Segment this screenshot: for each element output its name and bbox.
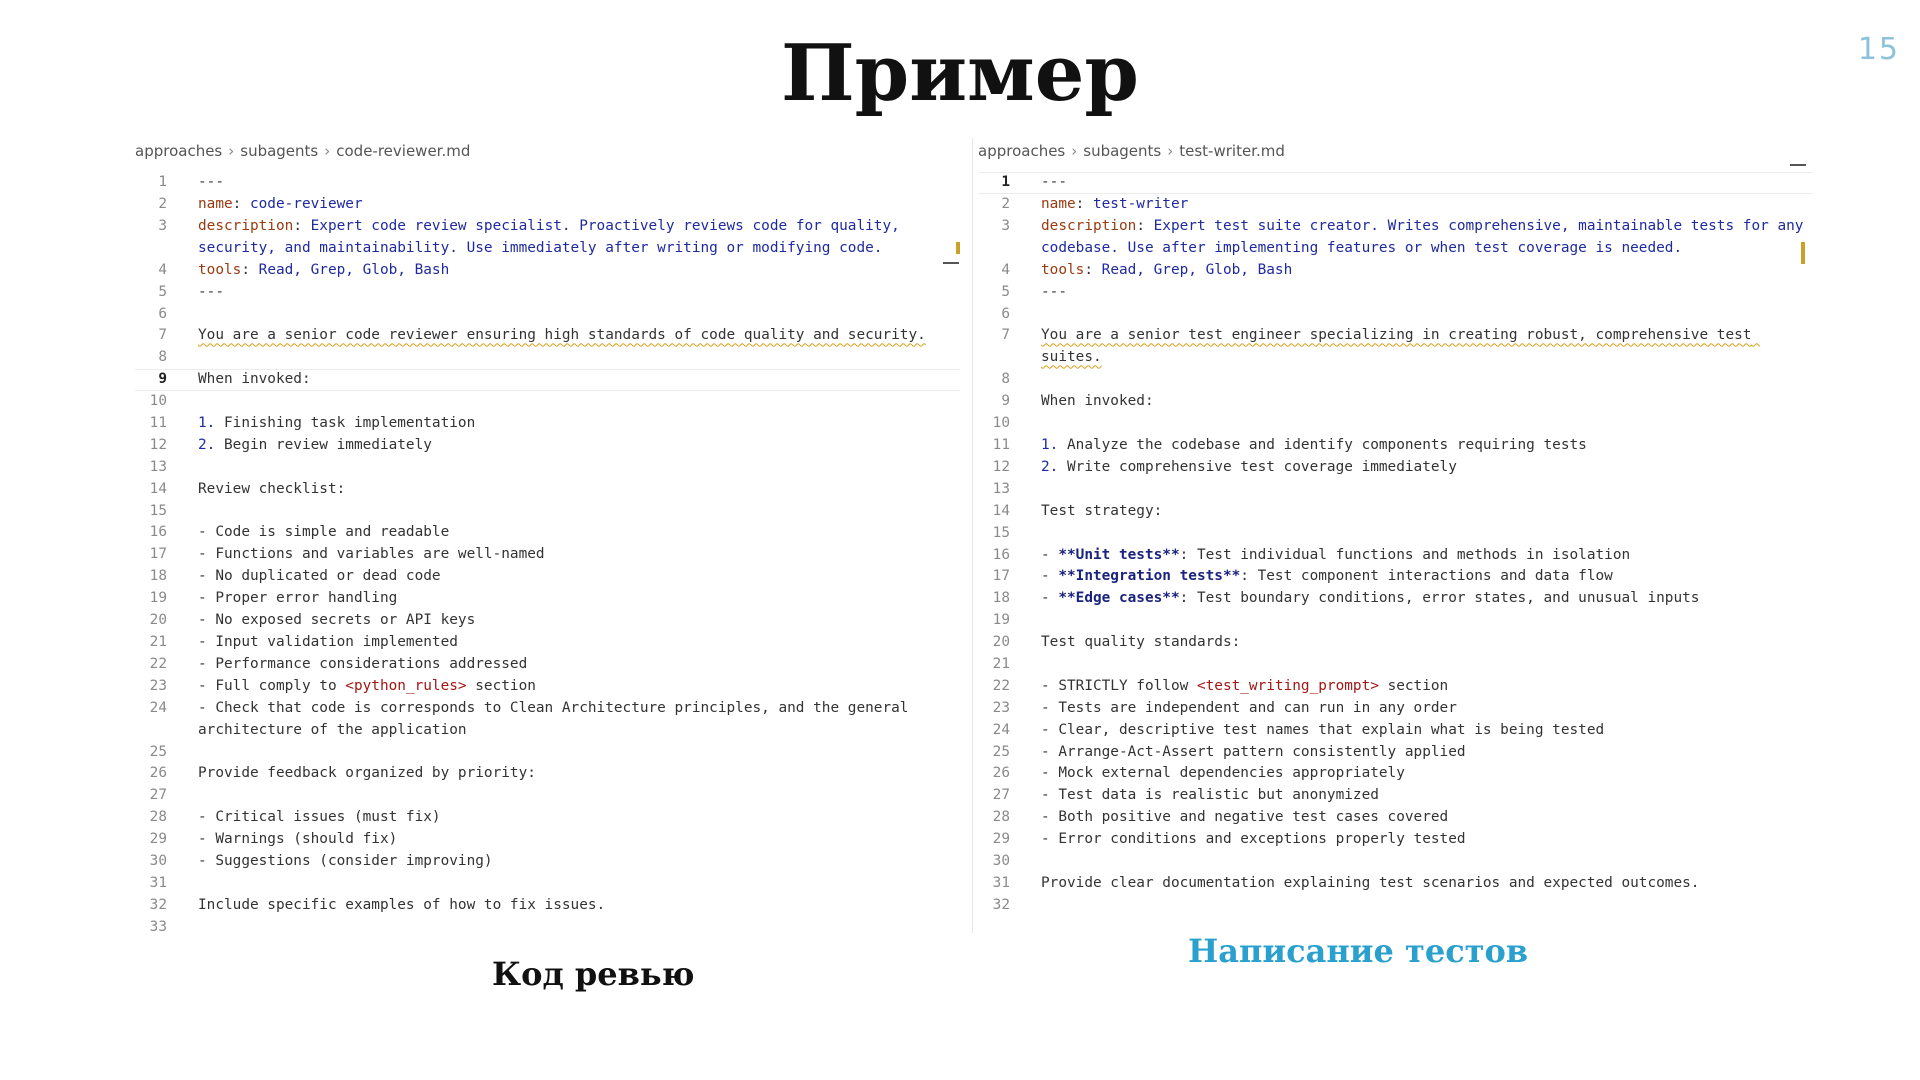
code-line[interactable]	[135, 851, 960, 873]
line-number: 25	[992, 743, 1010, 760]
code-token: - Test data is realistic but anonymized	[1041, 787, 1379, 804]
code-token: - Mock external dependencies appropriately	[1041, 765, 1405, 782]
line-text	[198, 325, 960, 347]
code-line[interactable]	[978, 304, 1813, 326]
line-text	[198, 282, 960, 304]
code-line[interactable]	[135, 369, 960, 391]
line-number: 19	[992, 612, 1010, 629]
line-number: 31	[992, 874, 1010, 891]
line-number: 20	[992, 634, 1010, 651]
breadcrumb	[978, 138, 1813, 164]
code-line[interactable]	[135, 654, 960, 676]
line-text	[1041, 720, 1813, 742]
line-number: 19	[149, 590, 167, 607]
code-token: - No duplicated or dead code	[198, 568, 441, 585]
line-number: 5	[1001, 283, 1010, 300]
line-number: 12	[149, 436, 167, 453]
line-text	[1041, 194, 1813, 216]
code-line[interactable]	[978, 523, 1813, 545]
code-token: description	[198, 217, 294, 234]
code-line[interactable]	[135, 347, 960, 369]
code-token: When invoked:	[198, 371, 311, 388]
line-number: 10	[992, 415, 1010, 432]
code-token: :	[293, 217, 311, 234]
code-token: name	[198, 195, 233, 212]
code-line[interactable]	[135, 194, 960, 216]
code-token: description	[1041, 217, 1137, 234]
code-line[interactable]	[135, 325, 960, 347]
code-token: You are a senior test engineer specializing in creating robust, comprehensive test suites.	[1041, 327, 1761, 366]
line-text	[1041, 676, 1813, 698]
line-number: 22	[992, 677, 1010, 694]
code-token: tools	[198, 261, 242, 278]
line-text	[198, 895, 960, 917]
code-line[interactable]	[978, 566, 1813, 588]
line-text	[1041, 545, 1813, 567]
line-number: 3	[1001, 217, 1010, 234]
line-number: 22	[149, 655, 167, 672]
line-text	[1041, 325, 1813, 369]
code-line[interactable]	[978, 391, 1813, 413]
code-line[interactable]	[135, 282, 960, 304]
code-line[interactable]	[135, 632, 960, 654]
line-text	[198, 194, 960, 216]
code-token: 1.	[1041, 437, 1059, 454]
line-number: 33	[149, 918, 167, 935]
line-number: 20	[149, 612, 167, 629]
code-token: :	[1075, 195, 1093, 212]
line-number: 26	[149, 765, 167, 782]
code-token: :	[241, 261, 259, 278]
line-text	[1041, 829, 1813, 851]
line-text	[198, 566, 960, 588]
line-text	[1041, 632, 1813, 654]
breadcrumb-item-folder[interactable]: approaches	[978, 142, 1066, 160]
line-number: 5	[158, 283, 167, 300]
code-token: -	[1041, 568, 1059, 585]
code-token: section	[1378, 677, 1449, 694]
code-line[interactable]	[978, 654, 1813, 676]
code-line[interactable]	[135, 544, 960, 566]
line-number: 23	[992, 699, 1010, 716]
code-line[interactable]	[135, 260, 960, 282]
code-line[interactable]	[978, 785, 1813, 807]
code-token: section	[466, 677, 536, 694]
line-text	[198, 851, 960, 873]
editor-test-writer[interactable]	[978, 138, 1813, 933]
code-line[interactable]	[978, 610, 1813, 632]
line-number: 31	[149, 874, 167, 891]
code-token: - Both positive and negative test cases covered	[1041, 809, 1449, 826]
code-token: Read, Grep, Glob, Bash	[1101, 261, 1293, 278]
line-text	[1041, 763, 1813, 785]
line-text	[1041, 698, 1813, 720]
breadcrumb-item-subfolder[interactable]: subagents	[1083, 142, 1162, 160]
code-line[interactable]	[978, 851, 1813, 873]
code-line[interactable]	[135, 917, 960, 939]
scrollbar-marker	[1801, 242, 1805, 264]
editor-code-reviewer[interactable]	[135, 138, 960, 933]
code-token: - Functions and variables are well-named	[198, 546, 545, 563]
code-line[interactable]	[135, 610, 960, 632]
line-number: 27	[149, 787, 167, 804]
code-token: : Test individual functions and methods in isolation	[1179, 546, 1631, 563]
code-token: Analyze the codebase and identify components requiring tests	[1058, 437, 1587, 454]
code-line[interactable]	[978, 545, 1813, 567]
code-line[interactable]	[135, 873, 960, 895]
line-number: 14	[992, 502, 1010, 519]
breadcrumb	[135, 138, 960, 164]
breadcrumb-item-subfolder[interactable]: subagents	[240, 142, 319, 160]
code-line[interactable]	[978, 698, 1813, 720]
code-token: - Check that code is corresponds to Clean Architecture principles, and the general architecture of the application	[198, 699, 918, 738]
line-number: 21	[992, 656, 1010, 673]
line-number: 17	[149, 546, 167, 563]
code-token: 2.	[198, 436, 216, 453]
line-number: 6	[158, 305, 167, 322]
line-text	[198, 260, 960, 282]
code-token: name	[1041, 195, 1076, 212]
line-text	[1041, 172, 1813, 194]
code-line[interactable]	[978, 632, 1813, 654]
line-number: 30	[149, 853, 167, 870]
code-line[interactable]	[135, 829, 960, 851]
code-token: - Tests are independent and can run in any order	[1041, 699, 1457, 716]
line-number: 21	[149, 633, 167, 650]
code-token: : Test boundary conditions, error states, and unusual inputs	[1179, 590, 1700, 607]
code-line[interactable]	[135, 413, 960, 435]
code-line[interactable]	[135, 785, 960, 807]
code-token: Provide clear documentation explaining test scenarios and expected outcomes.	[1041, 874, 1700, 891]
code-line[interactable]	[135, 172, 960, 194]
line-text	[198, 807, 960, 829]
line-text	[198, 763, 960, 785]
line-number: 1	[1001, 174, 1010, 190]
line-number: 11	[992, 437, 1010, 454]
code-token: : Test component interactions and data flow	[1240, 568, 1613, 585]
code-token: ---	[198, 283, 224, 300]
code-line[interactable]	[135, 457, 960, 479]
line-text	[198, 522, 960, 544]
line-text	[1041, 501, 1813, 523]
line-number: 30	[992, 853, 1010, 870]
code-token: Begin review immediately	[215, 436, 432, 453]
code-token: - Input validation implemented	[198, 633, 458, 650]
code-line[interactable]	[978, 457, 1813, 479]
breadcrumb-item-file[interactable]: code-reviewer.md	[336, 142, 471, 160]
line-text	[198, 172, 960, 194]
line-number: 12	[992, 459, 1010, 476]
line-text	[1041, 873, 1813, 895]
code-line[interactable]	[978, 194, 1813, 216]
code-token: Test quality standards:	[1041, 634, 1241, 651]
code-token: Include specific examples of how to fix issues.	[198, 896, 606, 913]
line-number: 11	[149, 415, 167, 432]
code-token: - STRICTLY follow	[1041, 677, 1197, 694]
line-text	[1041, 807, 1813, 829]
code-line[interactable]	[135, 698, 960, 742]
scrollbar-marker	[956, 242, 960, 254]
caption-test-writing: Написание тестов	[1188, 932, 1529, 970]
code-line[interactable]	[135, 763, 960, 785]
line-number: 2	[1001, 195, 1010, 212]
code-token: code-reviewer	[249, 195, 363, 212]
page-title: Пример	[781, 28, 1139, 119]
line-number: 9	[158, 371, 167, 388]
breadcrumb-item-folder[interactable]: approaches	[135, 142, 223, 160]
line-text	[1041, 588, 1813, 610]
code-line[interactable]	[135, 522, 960, 544]
code-editor-content[interactable]	[978, 172, 1813, 917]
code-line[interactable]	[978, 829, 1813, 851]
code-line[interactable]	[135, 479, 960, 501]
code-token: - Suggestions (consider improving)	[198, 853, 493, 870]
line-number: 6	[1001, 305, 1010, 322]
code-line[interactable]	[135, 435, 960, 457]
code-token: - Proper error handling	[198, 590, 398, 607]
code-line[interactable]	[978, 720, 1813, 742]
line-text	[1041, 785, 1813, 807]
code-token: ---	[1041, 174, 1067, 190]
code-token: Write comprehensive test coverage immediately	[1058, 459, 1457, 476]
code-line[interactable]	[978, 676, 1813, 698]
line-number: 29	[992, 831, 1010, 848]
code-line[interactable]	[978, 172, 1813, 194]
breadcrumb-item-file[interactable]: test-writer.md	[1179, 142, 1285, 160]
line-text	[198, 698, 960, 742]
line-text	[198, 369, 960, 391]
code-token: test-writer	[1092, 195, 1189, 212]
code-line[interactable]	[135, 676, 960, 698]
code-token: Expert code review specialist. Proactively reviews code for quality, security, and maintainability. Use immediately after writing or modifying code.	[198, 217, 909, 256]
line-number: 9	[1001, 393, 1010, 410]
code-token: :	[1136, 217, 1154, 234]
minimap-cursor-line	[943, 262, 959, 264]
code-token: You are a senior code reviewer ensuring high standards of code quality and security.	[198, 327, 926, 344]
line-text	[198, 654, 960, 676]
code-token: <test_writing_prompt>	[1196, 677, 1379, 694]
code-line[interactable]	[135, 391, 960, 413]
code-line[interactable]	[978, 742, 1813, 764]
line-number: 4	[158, 261, 167, 278]
line-text	[1041, 282, 1813, 304]
chevron-right-icon: ›	[1167, 142, 1174, 160]
line-number: 24	[149, 699, 167, 716]
line-number: 13	[149, 458, 167, 475]
minimap-cursor-line	[1790, 164, 1806, 166]
line-text	[198, 216, 960, 260]
code-token: **Integration tests**	[1058, 568, 1241, 585]
code-line[interactable]	[135, 742, 960, 764]
line-number: 15	[992, 524, 1010, 541]
code-line[interactable]	[978, 807, 1813, 829]
line-text	[198, 479, 960, 501]
line-text	[1041, 391, 1813, 413]
line-text	[1041, 457, 1813, 479]
code-line[interactable]	[978, 435, 1813, 457]
page-number: 15	[1857, 32, 1900, 67]
line-text	[198, 632, 960, 654]
code-token: - Performance considerations addressed	[198, 655, 528, 672]
line-text	[198, 544, 960, 566]
line-number: 3	[158, 217, 167, 234]
line-number: 7	[1001, 327, 1010, 344]
caption-code-review: Код ревью	[492, 955, 695, 993]
code-line[interactable]	[978, 216, 1813, 260]
line-number: 23	[149, 677, 167, 694]
code-token: Read, Grep, Glob, Bash	[258, 261, 450, 278]
line-text	[1041, 216, 1813, 260]
code-token: - Warnings (should fix)	[198, 831, 398, 848]
line-number: 2	[158, 195, 167, 212]
code-line[interactable]	[978, 282, 1813, 304]
line-number: 18	[149, 568, 167, 585]
code-token: Finishing task implementation	[215, 415, 476, 432]
code-token: Review checklist:	[198, 480, 346, 497]
line-number: 26	[992, 765, 1010, 782]
chevron-right-icon: ›	[1071, 142, 1078, 160]
code-line[interactable]	[135, 216, 960, 260]
code-line[interactable]	[135, 304, 960, 326]
code-token: - Clear, descriptive test names that explain what is being tested	[1041, 721, 1605, 738]
code-token: ---	[1041, 283, 1067, 300]
code-line[interactable]	[135, 588, 960, 610]
line-number: 15	[149, 502, 167, 519]
code-token: Expert test suite creator. Writes comprehensive, maintainable tests for any codebase. Use after implementing features or when test coverage is needed.	[1041, 217, 1813, 256]
code-token: tools	[1041, 261, 1085, 278]
code-line[interactable]	[978, 895, 1813, 917]
line-number: 32	[992, 896, 1010, 913]
code-token: :	[1084, 261, 1102, 278]
code-token: - Full comply to	[198, 677, 346, 694]
line-number: 24	[992, 721, 1010, 738]
code-token: :	[232, 195, 250, 212]
code-token: -	[1041, 590, 1059, 607]
line-number: 10	[149, 393, 167, 410]
line-number: 25	[149, 743, 167, 760]
code-token: 2.	[1041, 459, 1059, 476]
line-text	[1041, 742, 1813, 764]
code-token: - Arrange-Act-Assert pattern consistently applied	[1041, 743, 1466, 760]
line-text	[198, 588, 960, 610]
line-number: 13	[992, 480, 1010, 497]
line-number: 7	[158, 327, 167, 344]
line-number: 27	[992, 787, 1010, 804]
line-number: 28	[992, 809, 1010, 826]
line-text	[198, 435, 960, 457]
code-line[interactable]	[978, 763, 1813, 785]
code-line[interactable]	[978, 413, 1813, 435]
line-text	[198, 676, 960, 698]
line-text	[1041, 435, 1813, 457]
chevron-right-icon: ›	[324, 142, 331, 160]
line-number: 1	[158, 174, 167, 190]
line-number: 28	[149, 809, 167, 826]
chevron-right-icon: ›	[228, 142, 235, 160]
code-line[interactable]	[135, 807, 960, 829]
code-token: **Edge cases**	[1058, 590, 1180, 607]
code-token: - Critical issues (must fix)	[198, 809, 441, 826]
code-token: **Unit tests**	[1058, 546, 1180, 563]
code-editor-content[interactable]	[135, 172, 960, 939]
line-number: 29	[149, 831, 167, 848]
code-line[interactable]	[978, 479, 1813, 501]
line-text	[1041, 566, 1813, 588]
line-number: 8	[158, 349, 167, 366]
line-number: 4	[1001, 261, 1010, 278]
line-number: 16	[149, 524, 167, 541]
code-line[interactable]	[135, 566, 960, 588]
code-token: - No exposed secrets or API keys	[198, 612, 476, 629]
code-line[interactable]	[978, 325, 1813, 369]
code-token: When invoked:	[1041, 393, 1154, 410]
code-token: - Code is simple and readable	[198, 524, 450, 541]
code-token: <python_rules>	[345, 677, 467, 694]
code-line[interactable]	[978, 260, 1813, 282]
code-line[interactable]	[135, 501, 960, 523]
line-number: 8	[1001, 371, 1010, 388]
code-line[interactable]	[978, 873, 1813, 895]
code-line[interactable]	[978, 501, 1813, 523]
code-token: Provide feedback organized by priority:	[198, 765, 536, 782]
line-text	[1041, 260, 1813, 282]
line-number: 16	[992, 546, 1010, 563]
code-line[interactable]	[978, 588, 1813, 610]
line-number: 32	[149, 896, 167, 913]
line-number: 18	[992, 590, 1010, 607]
code-line[interactable]	[978, 369, 1813, 391]
code-token: 1.	[198, 415, 216, 432]
code-token: - Error conditions and exceptions properly tested	[1041, 831, 1466, 848]
line-number: 17	[992, 568, 1010, 585]
line-text	[198, 413, 960, 435]
code-token: ---	[198, 174, 224, 190]
line-text	[198, 829, 960, 851]
code-token: -	[1041, 546, 1059, 563]
code-token: Test strategy:	[1041, 502, 1163, 519]
code-line[interactable]	[135, 895, 960, 917]
line-number: 14	[149, 480, 167, 497]
line-text	[198, 610, 960, 632]
